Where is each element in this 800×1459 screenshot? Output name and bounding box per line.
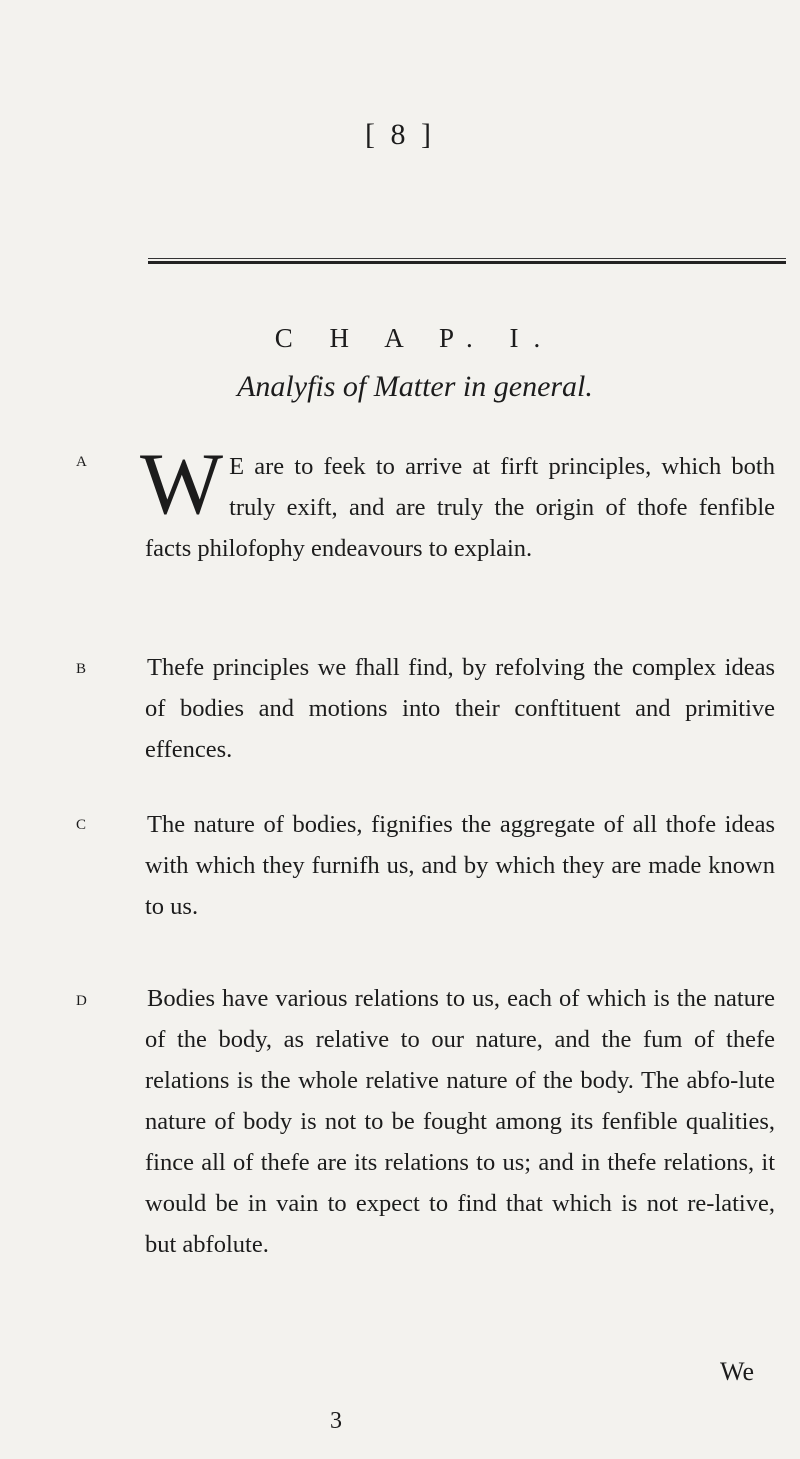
margin-marker-a: A <box>76 454 87 470</box>
paragraph-text: The nature of bodies, fignifies the aggregate of all thofe ideas with which they furnifh us, and by which they are made known to us. <box>145 811 775 920</box>
page-number: [ 8 ] <box>365 118 435 151</box>
margin-marker-b: B <box>76 661 87 677</box>
paragraph-a <box>140 436 775 569</box>
chapter-subtitle: Analyfis of Matter in general. <box>237 370 593 403</box>
paragraph-text: Bodies have various relations to us, each of which is the nature of the body, as relative to our nature, and the fum of thefe relations is the whole relative nature of the body. The abfo-lute nature of body is not to be fought among its fenfible qualities, fince all of thefe are its relations to us; and in thefe relations, it would be in vain to expect to find that which is not re-lative, but abfolute. <box>145 985 775 1258</box>
paragraph-b <box>145 647 775 770</box>
drop-cap: W <box>140 436 224 533</box>
paragraph-text: Thefe principles we fhall find, by refolving the complex ideas of bodies and motions into their conftituent and primitive effences. <box>145 654 775 763</box>
paragraph-d <box>145 978 775 1265</box>
margin-marker-d: D <box>76 993 87 1009</box>
catchword: We <box>720 1357 754 1386</box>
header-rule <box>148 258 786 264</box>
paragraph-text: E are to feek to arrive at firft principles, which both truly exift, and are truly the origin of thofe fenfible facts philofophy endeavours to explain. <box>145 453 775 562</box>
chapter-heading: C H A P. I. <box>274 323 556 353</box>
margin-marker-c: C <box>76 817 87 833</box>
signature-mark: 3 <box>330 1408 342 1434</box>
paragraph-c <box>145 804 775 927</box>
